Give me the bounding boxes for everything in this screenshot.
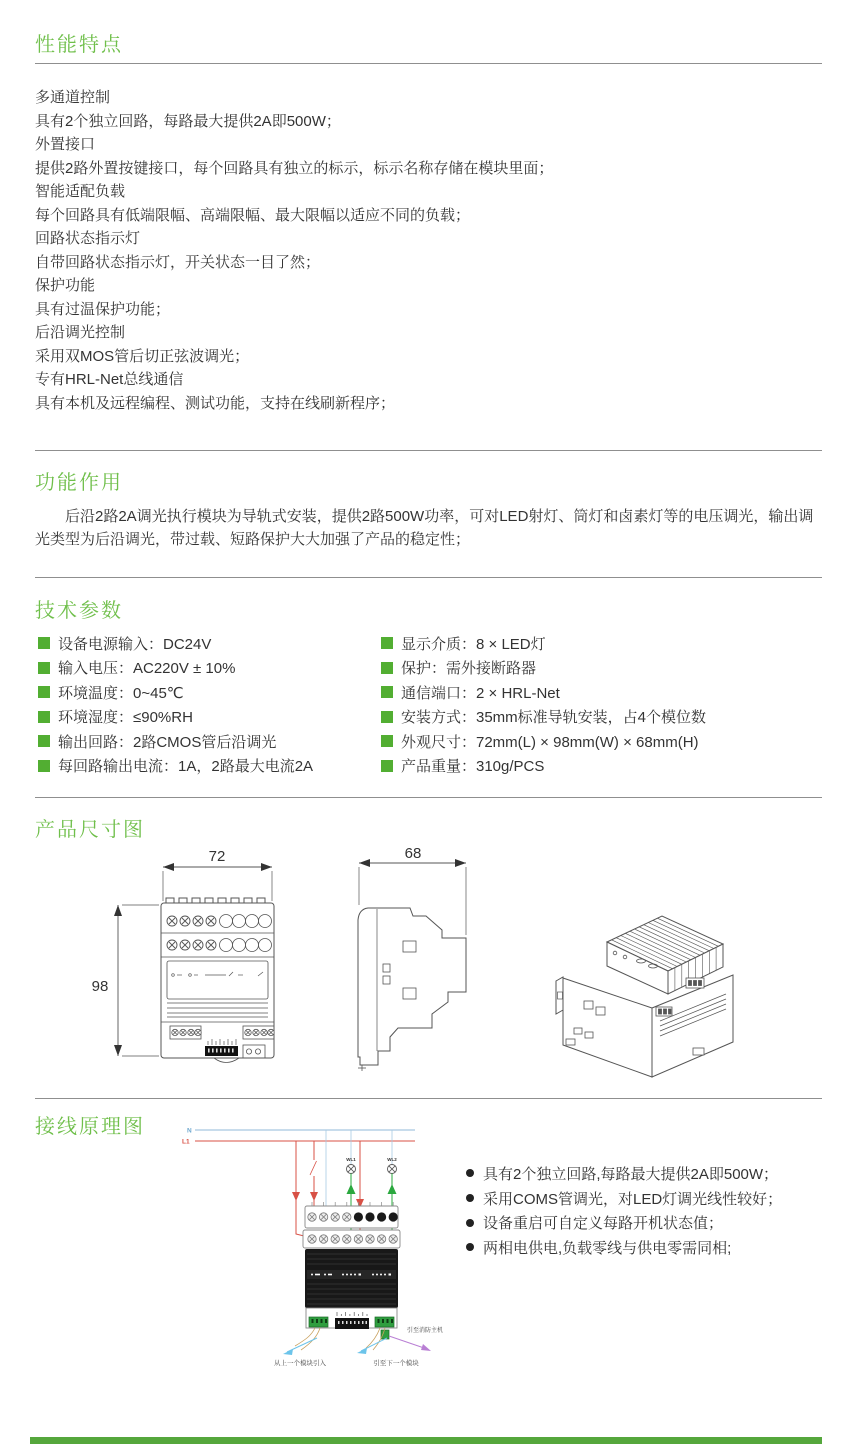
bullet-square-icon [381,662,393,674]
spec-text: 外观尺寸：72mm(L) × 98mm(W) × 68mm(H) [401,733,699,751]
live-line-label: L1 [182,1138,190,1146]
dim-depth-label: 68 [404,845,422,862]
bus-next-label: 引至下一个模块 [373,1360,419,1367]
wiring-note-text: 设备重启可自定义每路开机状态值； [483,1215,724,1233]
features-list [35,86,553,415]
spec-row [381,680,821,705]
spec-row [381,631,821,656]
wiring-note-text: 两相电供电,负载零线与供电零需同相; [483,1239,732,1257]
feature-line: 自带回路状态指示灯，开关状态一目了然； [35,253,321,271]
iso-view-drawing [556,916,733,1077]
spec-row [38,754,373,779]
specs-title: 技术参数 [35,600,123,622]
feature-line: 回路状态指示灯 [35,230,141,247]
specs-right-column [381,631,821,778]
spec-row [38,656,373,681]
feature-line: 每个回路具有低端限幅、高端限幅、最大限幅以适应不同的负载； [35,206,471,224]
bullet-square-icon [381,735,393,747]
feature-line: 外置接口 [35,136,96,153]
wiring-note [466,1235,782,1260]
arrow-down-red-icon [292,1192,300,1201]
arrow-left-blue-icon [283,1349,293,1355]
bullet-dot-icon [466,1169,474,1177]
height-dimension [114,905,159,1056]
dimensions-title: 产品尺寸图 [35,819,145,841]
feature-line: 具有过温保护功能； [35,300,171,318]
divider [35,1098,822,1099]
module-body [305,1249,398,1308]
feature-line: 专有HRL-Net总线通信 [35,371,184,388]
spec-text: 设备电源输入：DC24V [58,635,212,653]
lamp2-label: WL2 [387,1157,397,1162]
bullet-square-icon [381,686,393,698]
wiring-note [466,1186,782,1211]
bullet-square-icon [381,760,393,772]
spec-text: 环境温度：0~45℃ [58,684,184,702]
wiring-notes [466,1161,782,1260]
module-terminal-row-top [305,1202,398,1228]
function-title: 功能作用 [35,472,123,494]
arrow-down-red-icon [310,1192,318,1201]
feature-line: 具有本机及远程编程、测试功能，支持在线刷新程序； [35,394,396,412]
spec-text: 保护：需外接断路器 [401,660,537,678]
bullet-dot-icon [466,1194,474,1202]
bus-out-terminal [381,1330,389,1339]
wiring-note [466,1210,782,1235]
width-dimension [163,863,272,901]
dimension-drawings [0,845,850,1097]
spec-row [381,729,821,754]
spec-text: 安装方式：35mm标准导轨安装，占4个模位数 [401,709,707,727]
bullet-square-icon [38,711,50,723]
feature-line: 提供2路外置按键接口，每个回路具有独立的标示，标示名称存储在模块里面； [35,159,554,177]
divider [35,577,822,578]
arrow-right-purple-icon [421,1344,431,1351]
spec-row [38,631,373,656]
spec-row [38,680,373,705]
bus-in-label: 从上一个模块引入 [274,1360,326,1367]
spec-row [381,754,821,779]
feature-line: 采用双MOS管后切正弦波调光； [35,347,250,365]
feature-line: 保护功能 [35,277,96,294]
bullet-dot-icon [466,1219,474,1227]
host-label: 引至消防主机 [406,1328,444,1334]
feature-line: 智能适配负载 [35,183,126,200]
bullet-square-icon [38,662,50,674]
host-annotation [389,1326,443,1351]
dim-height-label: 98 [91,978,109,995]
arrow-up-green-icon [347,1184,356,1194]
feature-line: 具有2个独立回路，每路最大提供2A即500W； [35,112,341,130]
bullet-square-icon [381,711,393,723]
feature-line: 后沿调光控制 [35,324,126,341]
neutral-line-label: N [187,1127,192,1135]
bullet-square-icon [38,760,50,772]
wiring-note-text: 采用COMS管调光，对LED灯调光线性较好； [483,1190,783,1208]
specs-left-column [38,631,373,778]
lamp-symbol-2 [387,1157,397,1174]
bus-in-annotation [274,1328,327,1367]
features-title: 性能特点 [35,34,123,56]
wiring-note [466,1161,782,1186]
footer-accent-bar [30,1437,822,1444]
spec-text: 显示介质：8 × LED灯 [401,635,546,653]
divider [35,63,822,64]
side-view-drawing [358,845,466,1071]
arrow-up-green-icon [388,1184,397,1194]
feature-line: 多通道控制 [35,89,111,106]
spec-text: 环境湿度：≤90%RH [58,709,193,727]
spec-text: 产品重量：310g/PCS [401,758,545,776]
spec-row [38,729,373,754]
front-view-drawing [92,848,275,1063]
function-paragraph: 后沿2路2A调光执行模块为导轨式安装，提供2路500W功率，可对LED射灯、筒灯和卤素灯等的电压调光，输出调光类型为后沿调光，带过载、短路保护大大加强了产品的稳定性； [35,508,814,548]
wiring-title: 接线原理图 [35,1116,145,1138]
wiring-note-text: 具有2个独立回路,每路最大提供2A即500W； [483,1165,779,1183]
dim-width-label: 72 [208,848,226,865]
spec-row [381,656,821,681]
bullet-square-icon [38,686,50,698]
spec-text: 输出回路：2路CMOS管后沿调光 [58,733,277,751]
bullet-dot-icon [466,1243,474,1251]
module-bottom [306,1308,397,1339]
spec-row [38,705,373,730]
spec-text: 通信端口：2 × HRL-Net [401,684,560,702]
divider [35,797,822,798]
bullet-square-icon [381,637,393,649]
lamp-symbol-1 [346,1157,356,1174]
module-terminal-row-bottom [303,1230,400,1248]
spec-row [381,705,821,730]
lamp1-label: WL1 [346,1157,356,1162]
bullet-square-icon [38,735,50,747]
spec-text: 每回路输出电流：1A，2路最大电流2A [58,758,314,776]
bullet-square-icon [38,637,50,649]
divider [35,450,822,451]
spec-text: 输入电压：AC220V ± 10% [58,660,236,678]
depth-dimension [359,859,466,935]
arrow-left-blue-icon [357,1348,367,1354]
